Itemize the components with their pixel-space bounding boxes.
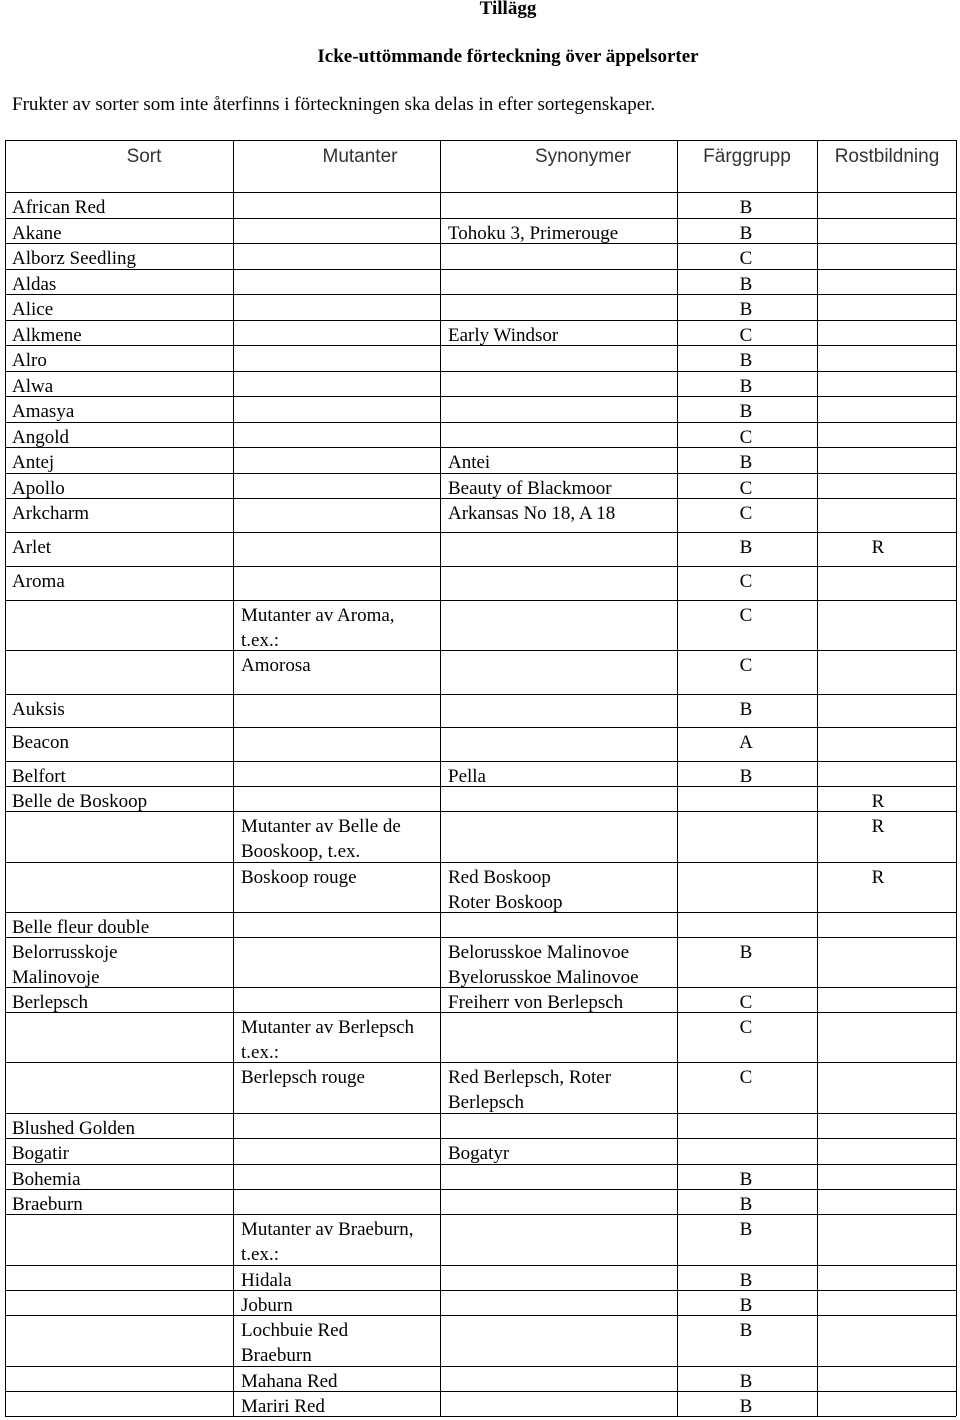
table-rule-v xyxy=(5,140,6,1416)
cell-synonymer: Early Windsor xyxy=(448,325,559,346)
table-rule-h xyxy=(5,294,956,295)
cell-farggrupp: C xyxy=(739,478,753,499)
cell-farggrupp: B xyxy=(739,274,753,295)
table-rule-h xyxy=(5,1214,956,1215)
column-header-farggrupp: Färggrupp xyxy=(703,146,791,167)
table-rule-h xyxy=(5,650,956,651)
page-subheading: Icke-uttömmande förteckning över äppelsorter xyxy=(317,46,699,67)
cell-sort: Belle de Boskoop xyxy=(12,791,148,812)
cell-sort: Angold xyxy=(12,427,69,448)
cell-mutanter: Mariri Red xyxy=(241,1396,325,1417)
cell-sort: Alborz Seedling xyxy=(12,248,137,269)
cell-sort: African Red xyxy=(12,197,106,218)
cell-farggrupp: C xyxy=(739,427,753,448)
table-rule-h xyxy=(5,727,956,728)
cell-sort: Antej xyxy=(12,452,55,473)
table-rule-h xyxy=(5,1391,956,1392)
table-rule-h xyxy=(5,140,956,141)
cell-farggrupp: B xyxy=(739,1169,753,1190)
cell-synonymer: Byelorusskoe Malinovoe xyxy=(448,967,639,988)
cell-sort: Blushed Golden xyxy=(12,1118,135,1139)
cell-mutanter: Lochbuie Red xyxy=(241,1320,349,1341)
cell-sort: Arlet xyxy=(12,537,52,558)
cell-farggrupp: C xyxy=(739,655,753,676)
table-rule-h xyxy=(5,1315,956,1316)
cell-mutanter: Braeburn xyxy=(241,1345,312,1366)
table-rule-h xyxy=(5,862,956,863)
cell-sort: Aldas xyxy=(12,274,57,295)
cell-synonymer: Antei xyxy=(448,452,491,473)
cell-farggrupp: A xyxy=(739,732,753,753)
cell-synonymer: Roter Boskoop xyxy=(448,892,563,913)
table-rule-v xyxy=(677,140,678,1416)
cell-sort: Alwa xyxy=(12,376,54,397)
cell-synonymer: Tohoku 3, Primerouge xyxy=(448,223,619,244)
cell-mutanter: Amorosa xyxy=(241,655,311,676)
cell-synonymer: Beauty of Blackmoor xyxy=(448,478,612,499)
cell-farggrupp: B xyxy=(739,942,753,963)
cell-sort: Belle fleur double xyxy=(12,917,150,938)
cell-mutanter: Mutanter av Belle de xyxy=(241,816,401,837)
cell-farggrupp: B xyxy=(739,1320,753,1341)
cell-rostbildning: R xyxy=(871,791,885,812)
cell-farggrupp: C xyxy=(739,992,753,1013)
table-rule-h xyxy=(5,1265,956,1266)
cell-synonymer: Belorusskoe Malinovoe xyxy=(448,942,630,963)
cell-synonymer: Pella xyxy=(448,766,486,787)
cell-mutanter: Mutanter av Aroma, xyxy=(241,605,395,626)
cell-mutanter: t.ex.: xyxy=(241,1244,279,1265)
cell-farggrupp: C xyxy=(739,248,753,269)
cell-synonymer: Freiherr von Berlepsch xyxy=(448,992,624,1013)
cell-farggrupp: B xyxy=(739,1219,753,1240)
cell-sort: Alice xyxy=(12,299,54,320)
cell-mutanter: Mutanter av Berlepsch xyxy=(241,1017,415,1038)
column-header-synonymer: Synonymer xyxy=(534,146,632,167)
cell-farggrupp: B xyxy=(739,223,753,244)
table-rule-h xyxy=(5,1416,956,1417)
cell-sort: Berlepsch xyxy=(12,992,88,1013)
cell-farggrupp: B xyxy=(739,1194,753,1215)
cell-synonymer: Berlepsch xyxy=(448,1092,524,1113)
cell-sort: Braeburn xyxy=(12,1194,83,1215)
cell-sort: Apollo xyxy=(12,478,65,499)
cell-mutanter: Boskoop rouge xyxy=(241,867,357,888)
cell-synonymer: Bogatyr xyxy=(448,1143,510,1164)
cell-farggrupp: B xyxy=(739,1270,753,1291)
cell-mutanter: Mahana Red xyxy=(241,1371,338,1392)
table-rule-h xyxy=(5,269,956,270)
cell-farggrupp: B xyxy=(739,299,753,320)
cell-sort: Belorrusskoje xyxy=(12,942,118,963)
cell-farggrupp: B xyxy=(739,766,753,787)
table-rule-h xyxy=(5,371,956,372)
cell-farggrupp: C xyxy=(739,325,753,346)
cell-farggrupp: B xyxy=(739,197,753,218)
table-rule-h xyxy=(5,1366,956,1367)
column-header-sort: Sort xyxy=(126,146,162,167)
table-rule-v xyxy=(956,140,957,1416)
cell-farggrupp: C xyxy=(739,1017,753,1038)
table-rule-h xyxy=(5,1189,956,1190)
table-rule-h xyxy=(5,532,956,533)
cell-mutanter: Berlepsch rouge xyxy=(241,1067,365,1088)
table-rule-h xyxy=(5,566,956,567)
cell-sort: Akane xyxy=(12,223,62,244)
cell-sort: Auksis xyxy=(12,699,65,720)
cell-rostbildning: R xyxy=(871,816,885,837)
table-rule-h xyxy=(5,447,956,448)
cell-mutanter: Booskoop, t.ex. xyxy=(241,841,361,862)
cell-synonymer: Arkansas No 18, A 18 xyxy=(448,503,616,524)
cell-mutanter: Joburn xyxy=(241,1295,293,1316)
cell-sort: Malinovoje xyxy=(12,967,100,988)
page-heading: Tillägg xyxy=(479,0,537,19)
cell-sort: Alkmene xyxy=(12,325,82,346)
cell-sort: Amasya xyxy=(12,401,75,422)
cell-sort: Bohemia xyxy=(12,1169,81,1190)
cell-mutanter: t.ex.: xyxy=(241,630,279,651)
table-rule-h xyxy=(5,1138,956,1139)
table-rule-h xyxy=(5,1290,956,1291)
cell-farggrupp: B xyxy=(739,1371,753,1392)
table-rule-v xyxy=(440,140,441,1416)
cell-farggrupp: B xyxy=(739,452,753,473)
cell-farggrupp: B xyxy=(739,350,753,371)
cell-mutanter: t.ex.: xyxy=(241,1042,279,1063)
cell-rostbildning: R xyxy=(871,867,885,888)
cell-farggrupp: B xyxy=(739,537,753,558)
cell-sort: Arkcharm xyxy=(12,503,90,524)
table-rule-h xyxy=(5,600,956,601)
cell-mutanter: Mutanter av Braeburn, xyxy=(241,1219,414,1240)
table-rule-h xyxy=(5,694,956,695)
table-rule-h xyxy=(5,422,956,423)
cell-synonymer: Red Boskoop xyxy=(448,867,551,888)
cell-farggrupp: C xyxy=(739,503,753,524)
cell-sort: Alro xyxy=(12,350,47,371)
cell-sort: Bogatir xyxy=(12,1143,69,1164)
table-rule-h xyxy=(5,218,956,219)
cell-farggrupp: B xyxy=(739,1396,753,1417)
cell-farggrupp: C xyxy=(739,605,753,626)
cell-mutanter: Hidala xyxy=(241,1270,292,1291)
cell-farggrupp: B xyxy=(739,699,753,720)
table-rule-h xyxy=(5,320,956,321)
cell-sort: Aroma xyxy=(12,571,65,592)
table-rule-v xyxy=(817,140,818,1416)
intro-text: Frukter av sorter som inte återfinns i förteckningen ska delas in efter sortegenskaper. xyxy=(12,94,656,115)
table-rule-h xyxy=(5,761,956,762)
cell-farggrupp: B xyxy=(739,376,753,397)
table-rule-h xyxy=(5,1062,956,1063)
column-header-rostbildning: Rostbildning xyxy=(834,146,940,167)
cell-farggrupp: B xyxy=(739,401,753,422)
cell-rostbildning: R xyxy=(871,537,885,558)
cell-farggrupp: C xyxy=(739,571,753,592)
column-header-mutanter: Mutanter xyxy=(322,146,398,167)
cell-synonymer: Red Berlepsch, Roter xyxy=(448,1067,612,1088)
table-rule-v xyxy=(233,140,234,1416)
table-rule-h xyxy=(5,811,956,812)
cell-sort: Belfort xyxy=(12,766,66,787)
table-rule-h xyxy=(5,192,956,193)
table-rule-h xyxy=(5,396,956,397)
cell-farggrupp: B xyxy=(739,1295,753,1316)
cell-sort: Beacon xyxy=(12,732,69,753)
cell-farggrupp: C xyxy=(739,1067,753,1088)
